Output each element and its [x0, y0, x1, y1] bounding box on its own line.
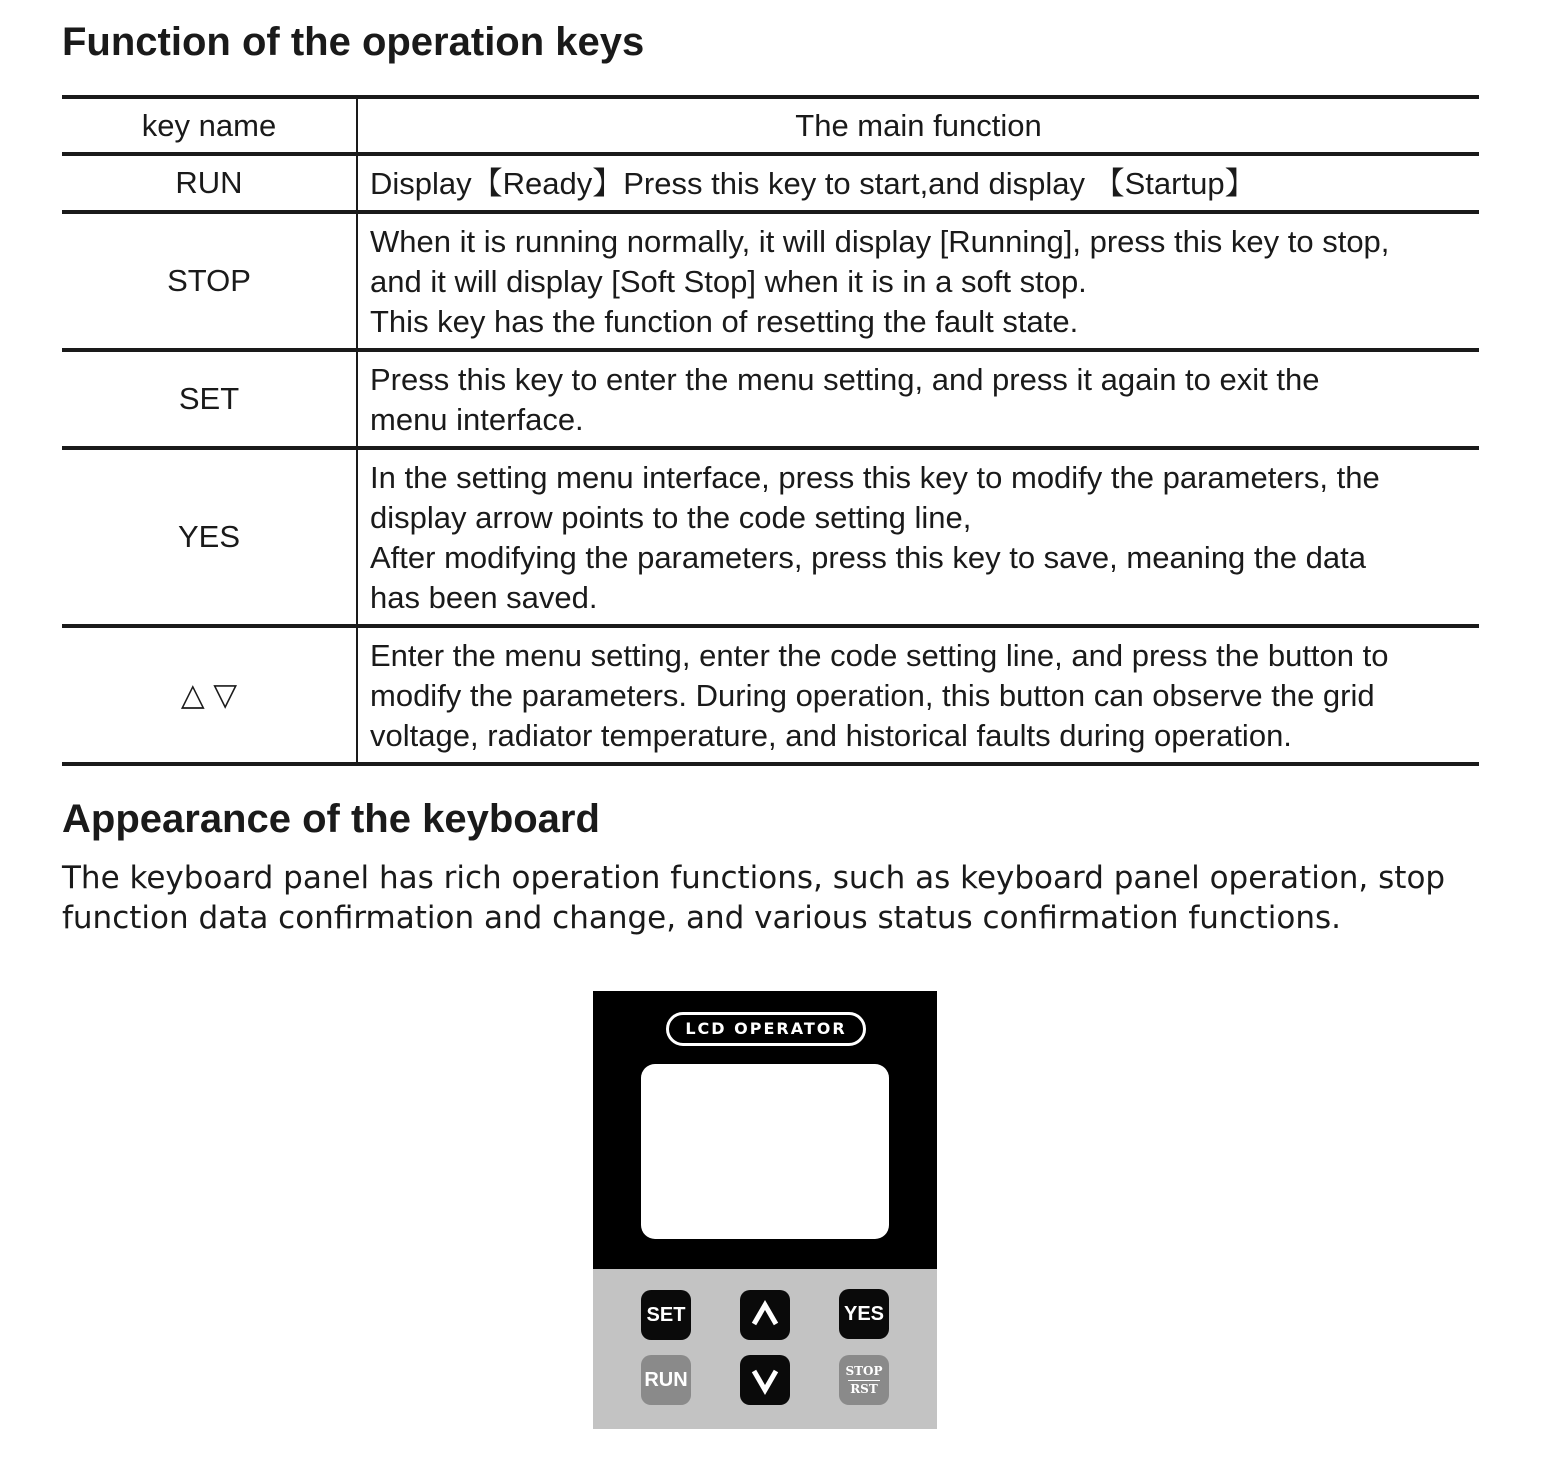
lcd-screen	[641, 1064, 889, 1239]
function-line: has been saved.	[370, 579, 598, 615]
function-line: voltage, radiator temperature, and historical faults during operation.	[370, 717, 1292, 753]
stop-key-divider	[848, 1380, 880, 1381]
key-name-cell: RUN	[62, 154, 357, 212]
function-line: and it will display [Soft Stop] when it is in a soft stop.	[370, 263, 1087, 299]
table-row	[62, 212, 1479, 350]
keyboard-description: The keyboard panel has rich operation functions, such as keyboard panel operation, stop function data confirmation and change, and various status confirmation functions.	[62, 860, 1446, 936]
keypad-display-housing	[593, 991, 937, 1269]
table-row	[62, 154, 1479, 212]
function-line: Press this key to enter the menu setting, and press it again to exit the	[370, 361, 1320, 397]
table-row	[62, 626, 1479, 764]
function-cell	[357, 626, 1479, 764]
function-cell	[357, 350, 1479, 448]
keypad-illustration	[593, 991, 937, 1429]
key-name-cell: YES	[62, 448, 357, 626]
set-key: SET	[641, 1290, 691, 1340]
function-line: Display【Ready】Press this key to start,and display 【Startup】	[370, 165, 1256, 201]
function-line: When it is running normally, it will display [Running], press this key to stop,	[370, 223, 1390, 259]
chevron-up-icon	[740, 1290, 790, 1340]
function-line: After modifying the parameters, press this key to save, meaning the data	[370, 539, 1366, 575]
lcd-operator-logo: LCD OPERATOR	[666, 1012, 866, 1046]
function-line: modify the parameters. During operation, this button can observe the grid	[370, 677, 1375, 713]
stop-key-label: STOP	[845, 1364, 883, 1378]
down-key	[740, 1355, 790, 1405]
key-name-cell: △ ▽	[62, 626, 357, 764]
function-line: menu interface.	[370, 401, 584, 437]
function-line: In the setting menu interface, press this key to modify the parameters, the	[370, 459, 1380, 495]
stop-rst-key	[839, 1355, 889, 1405]
table-row	[62, 448, 1479, 626]
section-title-operation-keys: Function of the operation keys	[62, 20, 645, 64]
table-row	[62, 350, 1479, 448]
column-header-main-function: The main function	[357, 97, 1479, 154]
column-header-key-name: key name	[62, 97, 357, 154]
chevron-down-icon	[740, 1355, 790, 1405]
key-name-cell: STOP	[62, 212, 357, 350]
function-line: This key has the function of resetting the fault state.	[370, 303, 1079, 339]
up-key	[740, 1290, 790, 1340]
section-title-keyboard-appearance: Appearance of the keyboard	[62, 797, 600, 841]
operation-keys-table	[62, 95, 1479, 766]
rst-key-label: RST	[850, 1382, 878, 1396]
function-line: Enter the menu setting, enter the code setting line, and press the button to	[370, 637, 1389, 673]
run-key: RUN	[641, 1355, 691, 1405]
key-name-cell: SET	[62, 350, 357, 448]
function-cell	[357, 212, 1479, 350]
function-cell	[357, 448, 1479, 626]
yes-key: YES	[839, 1289, 889, 1339]
function-cell	[357, 154, 1479, 212]
table-header-row	[62, 97, 1479, 154]
function-line: display arrow points to the code setting line,	[370, 499, 972, 535]
